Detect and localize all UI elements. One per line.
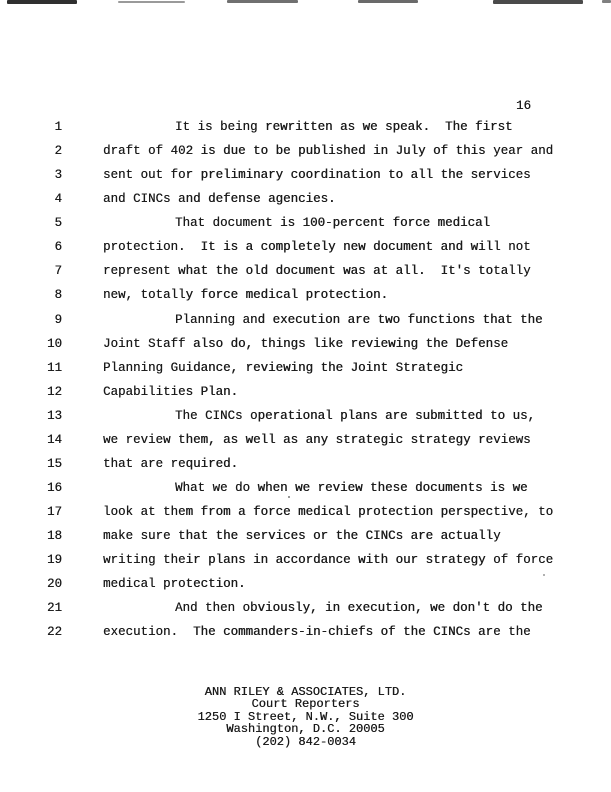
line-text: And then obviously, in execution, we don't do the [175,601,543,616]
line-number: 4 [54,192,62,207]
line-number: 21 [46,601,62,616]
transcript-line [0,308,611,332]
line-text: and CINCs and defense agencies. [103,192,336,207]
line-number: 18 [46,529,62,544]
line-number: 6 [54,240,62,255]
line-text: draft of 402 is due to be published in July of this year and [103,144,554,159]
transcript-line [0,139,611,163]
line-text: What we do when we review these documents is we [175,480,528,495]
line-text: Planning and execution are two functions that the [175,312,543,327]
line-number: 8 [54,288,62,303]
line-number: 22 [46,625,62,640]
line-text: make sure that the services or the CINCs are actually [103,529,501,544]
line-number: 1 [54,120,62,134]
transcript-line [0,500,611,524]
line-number: 7 [54,264,62,279]
line-text: It is being rewritten as we speak. The first [175,120,513,134]
line-number: 20 [46,577,62,592]
line-number: 13 [46,408,62,423]
line-text: That document is 100-percent force medical [175,216,491,231]
line-text: represent what the old document was at all. It's totally [103,264,531,279]
reporter-name: ANN RILEY & ASSOCIATES, LTD. [204,685,407,699]
line-number: 2 [54,144,62,159]
line-number: 12 [46,384,62,399]
line-number: 17 [46,505,62,519]
transcript-line [0,548,611,572]
line-text: Joint Staff also do, things like reviewing the Defense [103,336,509,351]
line-text: Planning Guidance, reviewing the Joint Strategic [103,360,464,375]
line-text: execution. The commanders-in-chiefs of the CINCs are the [103,625,531,640]
line-number: 19 [46,553,62,568]
transcript-line [0,380,611,404]
line-text: medical protection. [103,577,246,592]
line-text: new, totally force medical protection. [103,288,389,303]
line-text: look at them from a force medical protection perspective, to [103,505,554,519]
scan-artifact [358,0,418,3]
transcript-line [0,235,611,259]
reporter-phone: (202) 842-0034 [255,734,356,749]
line-number: 5 [54,216,62,231]
line-text: The CINCs operational plans are submitted to us, [175,408,536,423]
transcript-line [0,259,611,283]
scan-artifact [227,0,298,3]
line-number: 10 [46,336,62,351]
transcript-line [0,163,611,187]
transcript-line [0,211,611,235]
transcript-line [0,404,611,428]
reporter-address-city: Washington, D.C. 20005 [226,722,385,737]
transcript-line [0,620,611,644]
line-text: Capabilities Plan. [103,384,239,399]
line-text: sent out for preliminary coordination to all the services [103,168,531,183]
transcript-line [0,332,611,356]
transcript-line [0,524,611,548]
line-number: 16 [46,480,62,495]
line-text: that are required. [103,456,239,471]
reporter-address-street: 1250 I Street, N.W., Suite 300 [197,709,414,724]
transcript-line [0,356,611,380]
line-number: 11 [46,360,62,375]
line-text: we review them, as well as any strategic strategy reviews [103,432,531,447]
page-number: 16 [516,99,532,113]
transcript-line [0,187,611,211]
scan-artifact [602,0,611,3]
transcript-line [0,572,611,596]
line-text: protection. It is a completely new document and will not [103,240,531,255]
reporter-footer [0,686,611,748]
scan-artifact [493,0,583,4]
scan-artifact [7,0,77,4]
transcript-line [0,428,611,452]
transcript-line [0,596,611,620]
line-number: 3 [54,168,62,183]
line-number: 15 [46,456,62,471]
line-text: writing their plans in accordance with our strategy of force [103,553,554,568]
transcript-line [0,283,611,307]
transcript-line [0,115,611,139]
line-number: 14 [46,432,62,447]
reporter-title: Court Reporters [251,697,360,712]
line-number: 9 [54,312,62,327]
transcript-body [0,115,611,644]
transcript-line [0,476,611,500]
scan-artifact [118,1,185,3]
transcript-line [0,452,611,476]
